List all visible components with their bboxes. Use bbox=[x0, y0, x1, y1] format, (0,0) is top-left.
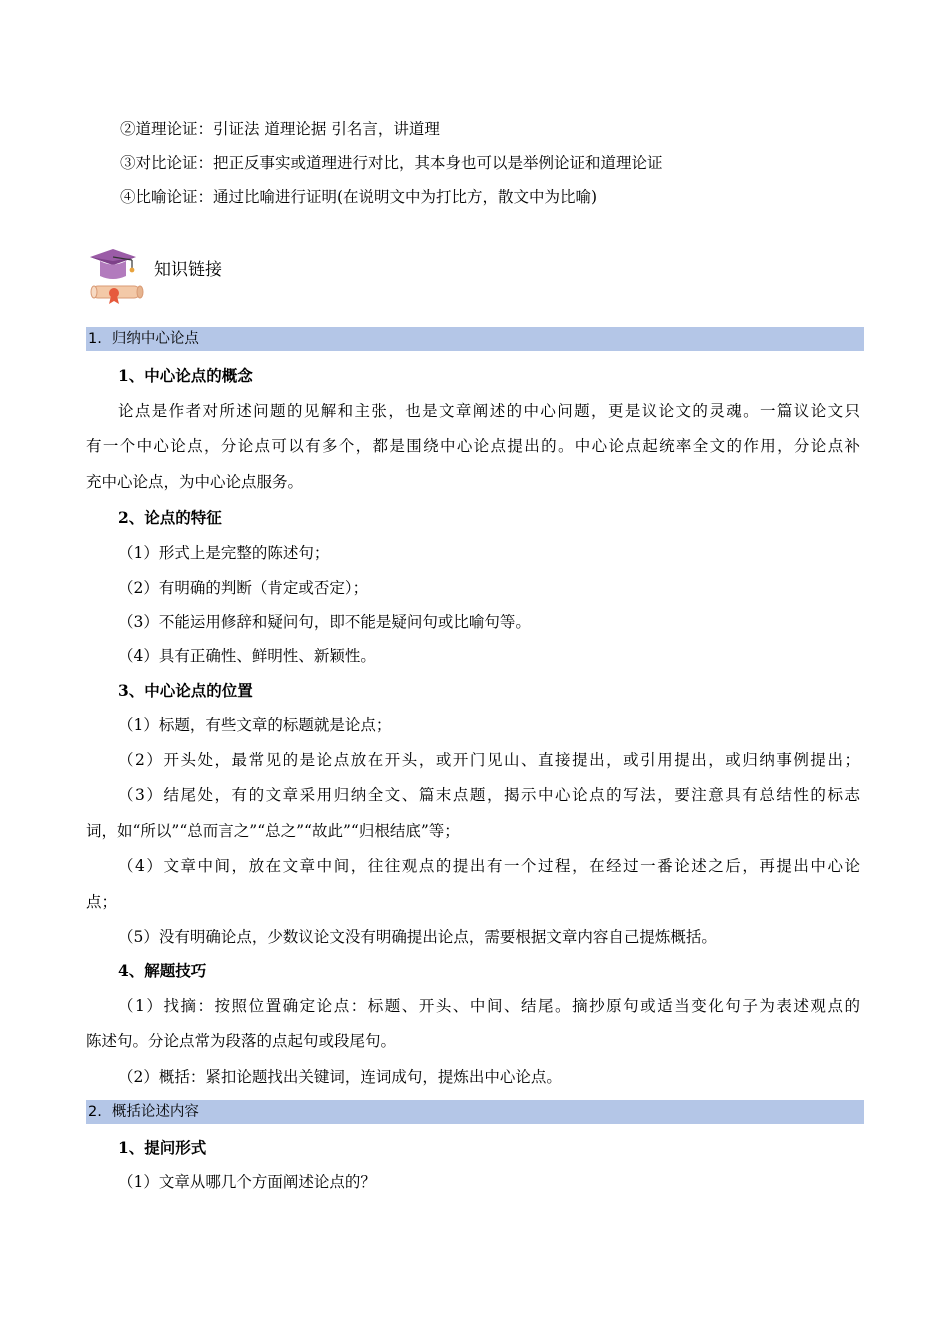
list-item: （2）开头处，最常见的是论点放在开头，或开门见山、直接提出，或引用提出，或归纳事例提出； bbox=[118, 751, 860, 769]
list-item: （3）不能运用修辞和疑问句，即不能是疑问句或比喻句等。 bbox=[118, 613, 531, 631]
subheading-techniques: 4、解题技巧 bbox=[118, 961, 207, 980]
list-item-continued: 词，如“所以”“总而言之”“总之”“故此”“归根结底”等； bbox=[86, 822, 460, 840]
list-item: （4）文章中间，放在文章中间，往往观点的提出有一个过程，在经过一番论述之后，再提出中心论 bbox=[118, 857, 860, 875]
paragraph-line: 论点是作者对所述问题的见解和主张，也是文章阐述的中心问题，更是议论文的灵魂。一篇议论文只 bbox=[118, 402, 860, 420]
paragraph-line: 充中心论点，为中心论点服务。 bbox=[86, 473, 304, 491]
list-item: （4）具有正确性、鲜明性、新颖性。 bbox=[118, 647, 376, 665]
section-1-title: 归纳中心论点 bbox=[111, 331, 199, 347]
intro-line-3: ③对比论证：把正反事实或道理进行对比，其本身也可以是举例论证和道理论证 bbox=[120, 154, 663, 172]
list-item: （2）有明确的判断（肯定或否定）； bbox=[118, 579, 369, 597]
subheading-concept: 1、中心论点的概念 bbox=[118, 366, 253, 385]
section-2-header bbox=[86, 1100, 864, 1124]
graduation-cap-diploma-icon bbox=[86, 246, 148, 306]
list-item-continued: 陈述句。分论点常为段落的点起句或段尾句。 bbox=[86, 1032, 397, 1050]
list-item: （3）结尾处，有的文章采用归纳全文、篇末点题，揭示中心论点的写法，要注意具有总结性的标志 bbox=[118, 786, 860, 804]
intro-line-4: ④比喻论证：通过比喻进行证明(在说明文中为打比方，散文中为比喻) bbox=[120, 188, 598, 206]
list-item-continued: 点； bbox=[86, 893, 118, 911]
subheading-question-forms: 1、提问形式 bbox=[118, 1138, 207, 1157]
section-2-number: 2. bbox=[88, 1104, 102, 1120]
subheading-position: 3、中心论点的位置 bbox=[118, 681, 253, 700]
intro-line-2: ②道理论证：引证法 道理论据 引名言，讲道理 bbox=[120, 120, 440, 138]
list-item: （1）标题，有些文章的标题就是论点； bbox=[118, 716, 392, 734]
list-item: （1）找摘：按照位置确定论点：标题、开头、中间、结尾。摘抄原句或适当变化句子为表述观点的 bbox=[118, 997, 860, 1015]
section-1-number: 1. bbox=[88, 331, 102, 347]
subheading-features: 2、论点的特征 bbox=[118, 508, 222, 527]
list-item: （2）概括：紧扣论题找出关键词，连词成句，提炼出中心论点。 bbox=[118, 1068, 562, 1086]
list-item: （5）没有明确论点，少数议论文没有明确提出论点，需要根据文章内容自己提炼概括。 bbox=[118, 928, 717, 946]
list-item: （1）形式上是完整的陈述句； bbox=[118, 544, 330, 562]
knowledge-link-title: 知识链接 bbox=[154, 260, 222, 280]
section-1-header bbox=[86, 327, 864, 351]
section-2-title: 概括论述内容 bbox=[111, 1104, 199, 1120]
paragraph-line: 有一个中心论点，分论点可以有多个，都是围绕中心论点提出的。中心论点起统率全文的作用，分论点补 bbox=[86, 437, 860, 455]
list-item: （1）文章从哪几个方面阐述论点的？ bbox=[118, 1173, 376, 1191]
